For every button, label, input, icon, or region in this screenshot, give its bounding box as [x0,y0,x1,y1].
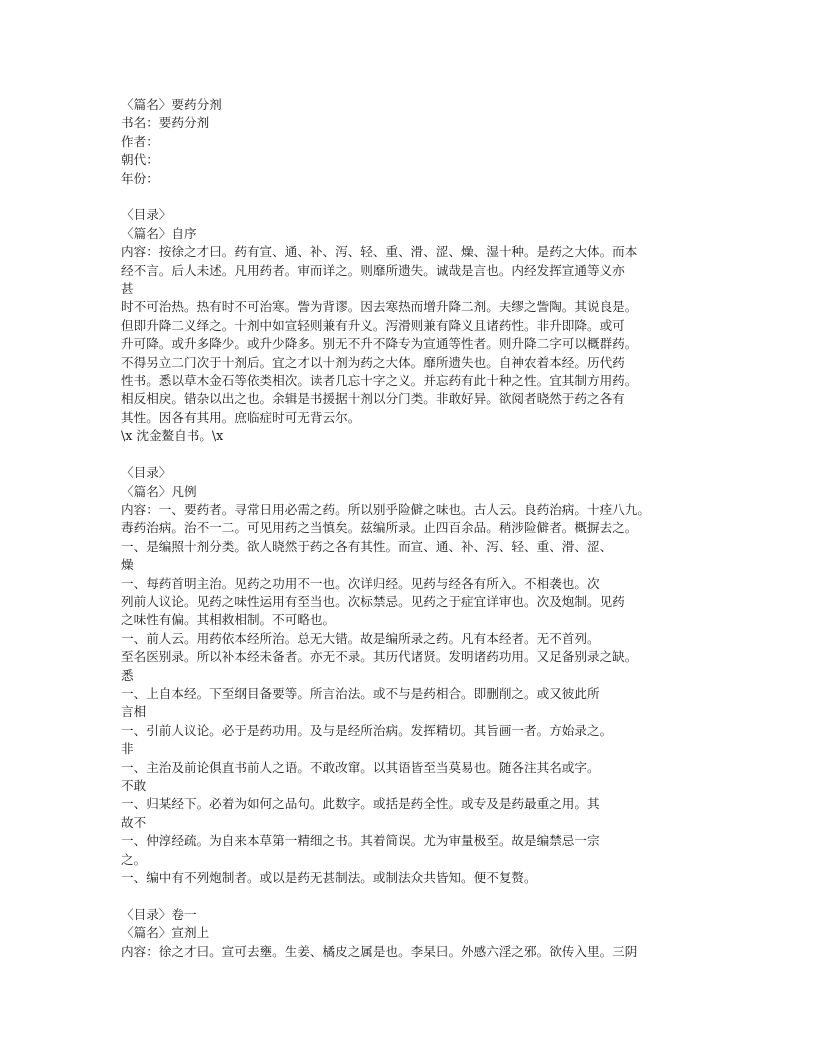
text-line: 燥 [121,557,134,573]
text-line: 相反相戾。错杂以出之也。余辑是书援据十剂以分门类。非敢好异。欲阅者晓然于药之各有 [121,391,625,407]
text-line: 非 [121,741,134,757]
text-line: 故不 [121,814,147,830]
text-line: 一、归某经下。必着为如何之品句。此数字。或括是药全性。或专及是药最重之用。其 [121,796,600,812]
text-line: 一、每药首明主治。见药之功用不一也。次详归经。见药与经各有所入。不相袭也。次 [121,575,600,591]
blank-line [121,446,701,464]
blank-line [121,188,701,206]
text-line: 至名医别录。所以补本经未备者。亦无不录。其历代诸贤。发明诸药功用。又足备别录之缺。 [121,649,638,665]
document-page [121,96,701,961]
text-line: 性书。悉以草木金石等依类相次。读者几忘十字之义。并忘药有此十种之性。宜其制方用药。 [121,373,638,389]
text-line: 言相 [121,704,147,720]
text-line: 时不可治热。热有时不可治寒。訾为背谬。因去寒热而增升降二剂。夫缪之訾陶。其说良是。 [121,299,638,315]
blank-line [121,887,701,905]
text-line: 毒药治病。治不一二。可见用药之当慎矣。兹编所录。止四百余品。稍涉险僻者。概摒去之。 [121,520,638,536]
text-line: 〈目录〉 [121,465,172,481]
text-line: 内容：按徐之才曰。药有宣、通、补、泻、轻、重、滑、涩、燥、湿十种。是药之大体。而本 [121,244,638,260]
text-line: 〈篇名〉要药分剂 [121,97,222,112]
text-line: 不得另立二门次于十剂后。宜之才以十剂为药之大体。靡所遗失也。自神农着本经。历代药 [121,354,625,370]
text-line: 内容：一、要药者。寻常日用必需之药。所以别乎险僻之味也。古人云。良药治病。十痊八九。 [121,501,650,517]
text-line: 一、仲淳经疏。为自来本草第一精细之书。其着简误。尤为审量极至。故是编禁忌一宗 [121,833,600,849]
text-line: 一、编中有不列炮制者。或以是药无甚制法。或制法众共皆知。便不复赘。 [121,870,537,886]
text-line: 甚 [121,281,134,297]
text-line: 升可降。或升多降少。或升少降多。别无不升不降专为宣通等性者。则升降二字可以概群药。 [121,336,638,352]
text-line: 〈目录〉卷一 [121,906,197,922]
text-line: 经不言。后人未述。凡用药者。审而详之。则靡所遗失。诚哉是言也。内经发挥宣通等义亦 [121,262,625,278]
text-line: 内容：徐之才曰。宣可去壅。生姜、橘皮之属是也。李杲曰。外感六淫之邪。欲传入里。三阴 [121,943,638,959]
text-line: 一、是编照十剂分类。欲人晓然于药之各有其性。而宣、通、补、泻、轻、重、滑、涩、 [121,538,613,554]
text-line: 〈篇名〉自序 [121,225,197,241]
text-line: 但即升降二义绎之。十剂中如宣轻则兼有升义。泻滑则兼有降义且诸药性。非升即降。或可 [121,317,625,333]
text-line: \x 沈金鳌自书。\x [121,428,224,444]
text-line: 书名：要药分剂 [121,115,210,131]
text-line: 〈篇名〉凡例 [121,483,197,499]
text-line: 年份： [121,170,159,186]
text-line: 列前人议论。见药之味性运用有至当也。次标禁忌。见药之于症宜详审也。次及炮制。见药 [121,593,625,609]
text-line: 〈篇名〉宣剂上 [121,925,210,941]
text-line: 一、引前人议论。必于是药功用。及与是经所治病。发挥精切。其旨画一者。方始录之。 [121,722,613,738]
text-line: 朝代： [121,152,159,168]
text-line: 之味性有偏。其相救相制。不可略也。 [121,612,336,628]
text-line: 作者： [121,133,159,149]
text-line: 〈目录〉 [121,207,172,223]
text-line: 一、上自本经。下至纲目备要等。所言治法。或不与是药相合。即删削之。或又彼此所 [121,685,600,701]
text-line: 一、前人云。用药依本经所治。总无大错。故是编所录之药。凡有本经者。无不首列。 [121,630,600,646]
text-line: 其性。因各有其用。庶临症时可无背云尔。 [121,409,361,425]
text-line: 之。 [121,851,147,867]
text-line: 一、主治及前论俱直书前人之语。不敢改窜。以其语皆至当莫易也。随各注其名或字。 [121,759,600,775]
text-line: 悉 [121,667,134,683]
text-line: 不敢 [121,778,147,793]
